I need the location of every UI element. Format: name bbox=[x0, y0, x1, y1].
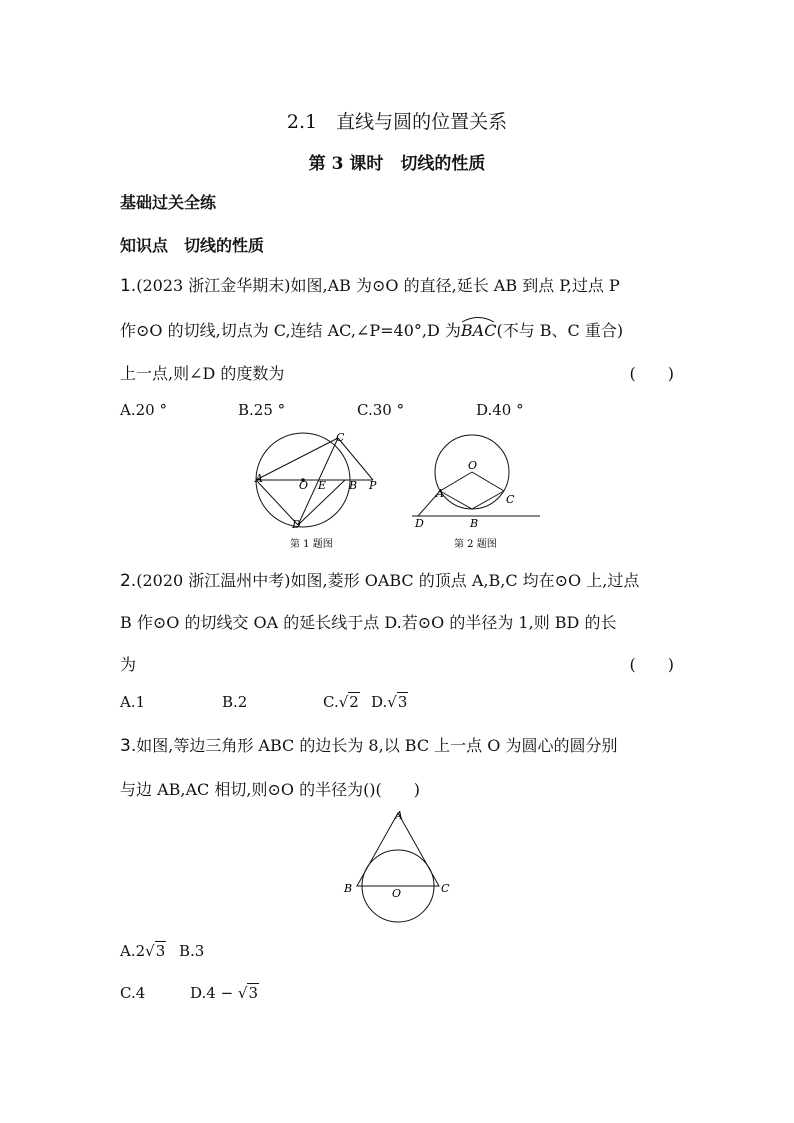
lesson-subtitle: 第 3 课时 切线的性质 bbox=[308, 154, 486, 174]
q2-line1 bbox=[120, 568, 639, 591]
arc-bac: BAC bbox=[461, 321, 497, 340]
q2-line2: B 作⊙O 的切线交 OA 的延长线于点 D.若⊙O 的半径为 1,则 BD 的长 bbox=[120, 613, 617, 632]
q1-option-d[interactable]: D.40 ° bbox=[476, 401, 524, 419]
q3-number: 3. bbox=[120, 736, 137, 756]
section-basic: 基础过关全练 bbox=[120, 193, 217, 212]
sqrt-icon: √3 bbox=[237, 984, 259, 1002]
fig1-label-p: P bbox=[369, 479, 377, 492]
q1-answer-blank: ( ) bbox=[629, 364, 674, 383]
q2-text1: (2020 浙江温州中考)如图,菱形 OABC 的顶点 A,B,C 均在⊙O 上,过点 bbox=[136, 571, 640, 590]
page-title: 2.1 直线与圆的位置关系 bbox=[286, 111, 508, 133]
sqrt-icon: √2 bbox=[338, 693, 359, 711]
fig2-label-o: O bbox=[468, 459, 478, 472]
q1-option-a[interactable]: A.20 ° bbox=[120, 401, 167, 419]
fig3-label-o: O bbox=[392, 887, 402, 900]
q3-text1: 如图,等边三角形 ABC 的边长为 8,以 BC 上一点 O 为圆心的圆分别 bbox=[136, 736, 618, 755]
figure-1-diagram bbox=[245, 425, 385, 550]
q2-line3: 为 bbox=[120, 655, 137, 674]
fig2-label-d: D bbox=[415, 517, 424, 530]
figure-2-diagram bbox=[410, 425, 550, 550]
q3-option-c[interactable]: C.4 bbox=[120, 984, 146, 1002]
fig1-label-a: A bbox=[255, 472, 263, 485]
q1-option-c[interactable]: C.30 ° bbox=[357, 401, 405, 419]
fig2-label-c: C bbox=[506, 493, 515, 506]
q2-option-a[interactable]: A.1 bbox=[120, 693, 146, 711]
q1-option-b[interactable]: B.25 ° bbox=[238, 401, 286, 419]
fig1-label-o: O bbox=[299, 479, 309, 492]
q1-text1: (2023 浙江金华期末)如图,AB 为⊙O 的直径,延长 AB 到点 P,过点 P bbox=[136, 276, 620, 295]
q3-line1 bbox=[120, 733, 617, 756]
q3-option-a[interactable]: A.2√3 bbox=[120, 942, 166, 960]
section-knowledge: 知识点 切线的性质 bbox=[120, 236, 265, 255]
fig1-label-b: B bbox=[349, 479, 358, 492]
q3-option-d[interactable]: D.4 − √3 bbox=[190, 984, 259, 1002]
fig3-label-a: A bbox=[395, 809, 403, 822]
arc-mark-icon bbox=[461, 315, 495, 323]
fig2-caption: 第 2 题图 bbox=[454, 539, 497, 550]
fig2-label-a: A bbox=[436, 487, 444, 500]
fig3-label-c: C bbox=[441, 882, 450, 895]
figure-3-diagram bbox=[340, 805, 455, 930]
sqrt-icon: √3 bbox=[145, 942, 166, 960]
q3-option-b[interactable]: B.3 bbox=[179, 942, 205, 960]
fig1-caption: 第 1 题图 bbox=[290, 539, 333, 550]
fig2-label-b: B bbox=[470, 517, 479, 530]
q2-option-c[interactable]: C.√2 bbox=[323, 693, 359, 711]
q1-line1 bbox=[120, 273, 620, 296]
q2-option-b[interactable]: B.2 bbox=[222, 693, 248, 711]
sqrt-icon: √3 bbox=[387, 693, 408, 711]
q2-answer-blank: ( ) bbox=[629, 655, 674, 674]
fig3-label-b: B bbox=[344, 882, 353, 895]
q1-line3: 上一点,则∠D 的度数为 bbox=[120, 364, 285, 383]
fig1-label-c: C bbox=[336, 431, 345, 444]
q1-text2b: (不与 B、C 重合) bbox=[496, 321, 624, 340]
q3-line2: 与边 AB,AC 相切,则⊙O 的半径为()( ) bbox=[120, 780, 421, 799]
fig1-label-d: D bbox=[292, 518, 301, 531]
fig1-label-e: E bbox=[318, 479, 327, 492]
q1-text2a: 作⊙O 的切线,切点为 C,连结 AC,∠P=40°,D 为 bbox=[120, 321, 461, 340]
q1-line2 bbox=[120, 318, 623, 341]
q2-option-d[interactable]: D.√3 bbox=[371, 693, 408, 711]
q2-number: 2. bbox=[120, 571, 137, 591]
q1-number: 1. bbox=[120, 276, 137, 296]
